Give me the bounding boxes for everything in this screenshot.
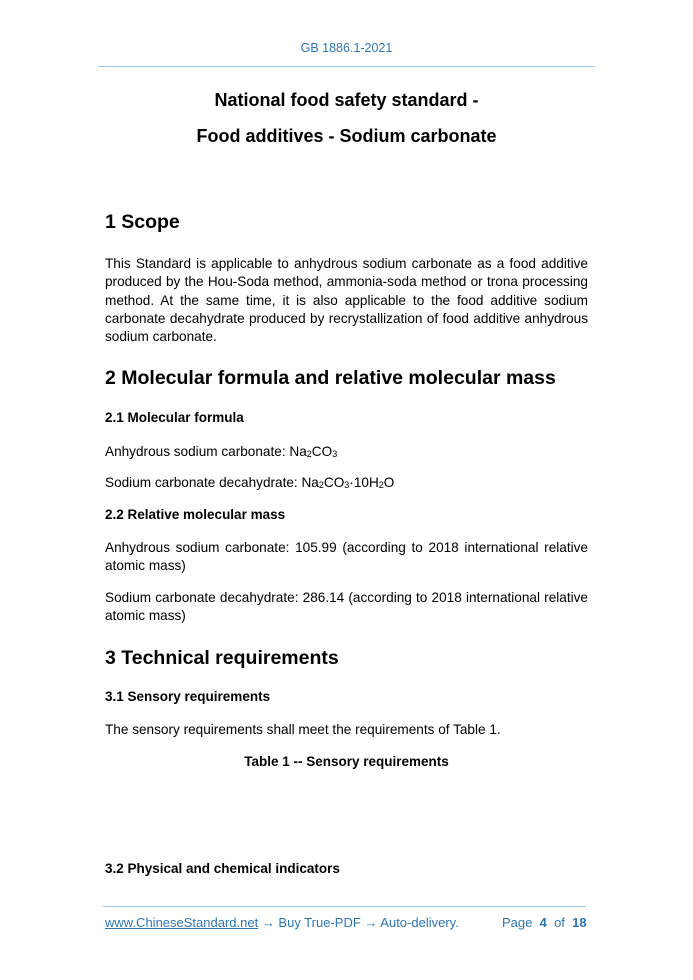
table-caption: Table 1 -- Sensory requirements (244, 754, 449, 769)
header-doc-id: GB 1886.1-2021 (300, 41, 393, 55)
f: ·10H (349, 475, 379, 490)
f: Na (301, 475, 319, 490)
deca-formula-line (105, 474, 588, 492)
heading-molecular: 2 Molecular formula and relative molecular mass (105, 367, 556, 389)
heading-scope: 1 Scope (105, 211, 180, 233)
f: 3 (344, 480, 350, 490)
sensory-text: The sensory requirements shall meet the requirements of Table 1. (105, 722, 501, 737)
title-line-2: Food additives - Sodium carbonate (196, 126, 497, 146)
f: 2 (318, 480, 324, 490)
scope-paragraph: This Standard is applicable to anhydrous sodium carbonate as a food additive produced by the Hou-Soda method, ammonia-soda method or trona processing method. At the same time, it is also applicable to the food additive sodium carbonate decahydrate produced by recrystallization of food additive anhydrous sodium carbonate. (105, 256, 588, 345)
footer-rule (103, 906, 586, 907)
deca-mass: Sodium carbonate decahydrate: 286.14 (according to 2018 international relative atomic mass) (105, 590, 588, 624)
f: CO (311, 444, 333, 459)
page-number: 4 (539, 915, 547, 930)
label: Sodium carbonate decahydrate: (105, 475, 302, 490)
heading-molecular-mass: 2.2 Relative molecular mass (105, 507, 286, 522)
page-total: 18 (572, 915, 587, 930)
heading-sensory: 3.1 Sensory requirements (105, 689, 271, 704)
f: O (383, 475, 395, 490)
page-indicator (502, 915, 587, 930)
heading-physchem: 3.2 Physical and chemical indicators (105, 861, 340, 876)
of-word: of (554, 915, 565, 930)
footer-promo (105, 915, 459, 930)
f: Na (289, 444, 307, 459)
header-rule (98, 66, 595, 67)
f: 2 (306, 449, 312, 459)
anhydrous-formula-line (105, 443, 588, 461)
heading-molecular-formula: 2.1 Molecular formula (105, 410, 244, 425)
anhydrous-mass: Anhydrous sodium carbonate: 105.99 (according to 2018 international relative atomic mass) (105, 540, 588, 574)
f: CO (323, 475, 345, 490)
f: 2 (378, 480, 384, 490)
f: 3 (332, 449, 338, 459)
footer-promo-text: → Buy True-PDF → Auto-delivery. (258, 915, 459, 930)
heading-technical: 3 Technical requirements (105, 647, 339, 669)
page-word: Page (502, 915, 533, 930)
label: Anhydrous sodium carbonate: (105, 444, 290, 459)
footer-link[interactable]: www.ChineseStandard.net (105, 915, 259, 930)
title-line-1: National food safety standard - (214, 90, 479, 110)
